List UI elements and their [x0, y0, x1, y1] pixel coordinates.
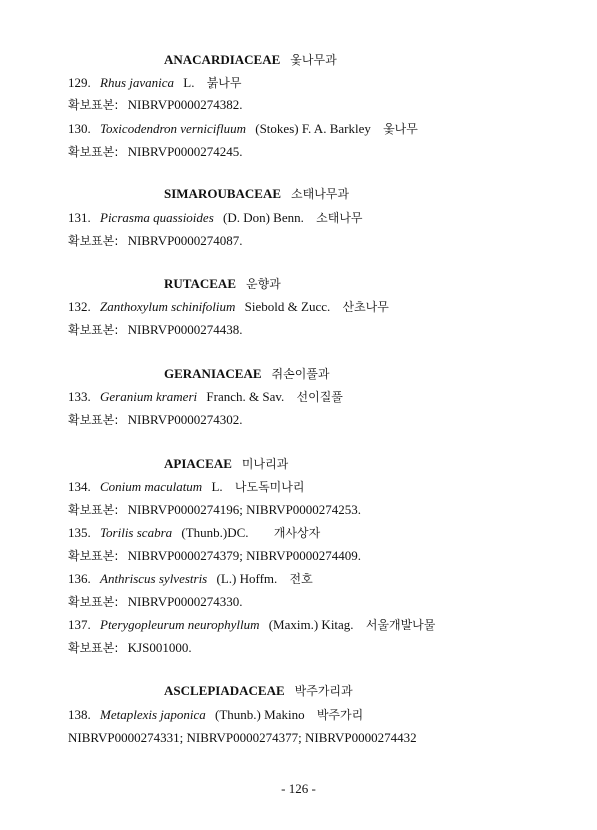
family-heading-simaroubaceae	[164, 186, 349, 202]
family-latin-name: GERANIACEAE	[164, 366, 262, 381]
voucher-line	[68, 322, 243, 338]
family-heading-apiaceae	[164, 456, 288, 472]
species-number: 138.	[68, 707, 91, 722]
voucher-numbers: NIBRVP0000274382.	[127, 97, 243, 112]
species-author: (L.) Hoffm.	[216, 571, 278, 586]
voucher-numbers: NIBRVP0000274438.	[127, 322, 243, 337]
voucher-label: 확보표본:	[68, 641, 119, 655]
voucher-numbers: NIBRVP0000274302.	[127, 412, 243, 427]
family-latin-name: RUTACEAE	[164, 276, 236, 291]
species-scientific-name: Metaplexis japonica	[100, 707, 206, 722]
species-scientific-name: Toxicodendron vernicifluum	[100, 121, 246, 136]
species-author: (Thunb.) Makino	[215, 707, 305, 722]
voucher-label: 확보표본:	[68, 503, 119, 517]
voucher-numbers: NIBRVP0000274087.	[127, 233, 243, 248]
species-number: 136.	[68, 571, 91, 586]
species-korean-name: 붉나무	[206, 76, 242, 90]
species-author: (Thunb.)DC.	[181, 525, 249, 540]
family-korean-name: 옻나무과	[290, 53, 337, 67]
species-entry	[68, 479, 304, 495]
species-entry	[68, 299, 389, 315]
voucher-line	[68, 640, 192, 656]
family-latin-name: ASCLEPIADACEAE	[164, 683, 285, 698]
species-number: 134.	[68, 479, 91, 494]
voucher-line	[68, 548, 361, 564]
family-latin-name: ANACARDIACEAE	[164, 52, 281, 67]
species-entry	[68, 121, 418, 137]
family-latin-name: APIACEAE	[164, 456, 232, 471]
voucher-numbers: NIBRVP0000274331; NIBRVP0000274377; NIBRVP0000274432	[68, 730, 417, 745]
family-korean-name: 박주가리과	[294, 684, 353, 698]
species-number: 132.	[68, 299, 91, 314]
family-korean-name: 쥐손이풀과	[271, 367, 330, 381]
species-scientific-name: Conium maculatum	[100, 479, 203, 494]
family-heading-rutaceae	[164, 276, 281, 292]
voucher-label: 확보표본:	[68, 145, 119, 159]
species-entry	[68, 75, 242, 91]
species-scientific-name: Zanthoxylum schinifolium	[100, 299, 236, 314]
voucher-numbers: NIBRVP0000274379; NIBRVP0000274409.	[127, 548, 362, 563]
species-scientific-name: Picrasma quassioides	[100, 210, 214, 225]
species-author: Siebold & Zucc.	[244, 299, 331, 314]
species-entry	[68, 571, 313, 587]
voucher-line	[68, 594, 243, 610]
voucher-line	[68, 97, 243, 113]
species-author: L.	[183, 75, 195, 90]
species-korean-name: 박주가리	[316, 708, 364, 722]
voucher-numbers: KJS001000.	[127, 640, 192, 655]
voucher-numbers: NIBRVP0000274196; NIBRVP0000274253.	[127, 502, 362, 517]
voucher-line	[68, 730, 417, 746]
voucher-line	[68, 502, 361, 518]
voucher-line	[68, 144, 243, 160]
species-korean-name: 소태나무	[316, 211, 363, 225]
species-author: L.	[211, 479, 223, 494]
species-scientific-name: Rhus javanica	[100, 75, 175, 90]
voucher-label: 확보표본:	[68, 98, 119, 112]
species-entry	[68, 210, 363, 226]
species-korean-name: 산초나무	[342, 300, 389, 314]
family-heading-anacardiaceae	[164, 52, 337, 68]
species-entry	[68, 707, 363, 723]
voucher-label: 확보표본:	[68, 413, 119, 427]
species-entry	[68, 389, 343, 405]
species-author: (D. Don) Benn.	[223, 210, 304, 225]
species-number: 137.	[68, 617, 91, 632]
species-number: 130.	[68, 121, 91, 136]
family-korean-name: 소태나무과	[291, 187, 349, 201]
species-korean-name: 개사상자	[273, 526, 321, 540]
species-number: 131.	[68, 210, 91, 225]
species-scientific-name: Torilis scabra	[100, 525, 173, 540]
page-number: - 126 -	[281, 781, 316, 796]
species-korean-name: 선이질풀	[296, 390, 343, 404]
voucher-label: 확보표본:	[68, 234, 119, 248]
voucher-label: 확보표본:	[68, 549, 119, 563]
species-korean-name: 나도독미나리	[234, 480, 305, 494]
voucher-line	[68, 412, 243, 428]
species-scientific-name: Anthriscus sylvestris	[100, 571, 208, 586]
species-author: (Maxim.) Kitag.	[268, 617, 354, 632]
species-number: 135.	[68, 525, 91, 540]
voucher-line	[68, 233, 243, 249]
species-scientific-name: Pterygopleurum neurophyllum	[100, 617, 260, 632]
species-author: Franch. & Sav.	[206, 389, 285, 404]
voucher-numbers: NIBRVP0000274245.	[127, 144, 243, 159]
voucher-label: 확보표본:	[68, 323, 119, 337]
family-korean-name: 미나리과	[241, 457, 289, 471]
voucher-label: 확보표본:	[68, 595, 119, 609]
species-korean-name: 서울개발나물	[365, 618, 436, 632]
species-entry	[68, 617, 435, 633]
species-korean-name: 전호	[289, 572, 313, 586]
species-author: (Stokes) F. A. Barkley	[255, 121, 371, 136]
species-korean-name: 옻나무	[383, 122, 418, 136]
family-latin-name: SIMAROUBACEAE	[164, 186, 282, 201]
species-number: 133.	[68, 389, 91, 404]
family-heading-geraniaceae	[164, 366, 329, 382]
voucher-numbers: NIBRVP0000274330.	[127, 594, 243, 609]
family-korean-name: 운향과	[246, 277, 281, 291]
species-entry	[68, 525, 320, 541]
species-scientific-name: Geranium krameri	[100, 389, 198, 404]
species-number: 129.	[68, 75, 91, 90]
family-heading-asclepiadaceae	[164, 683, 353, 699]
